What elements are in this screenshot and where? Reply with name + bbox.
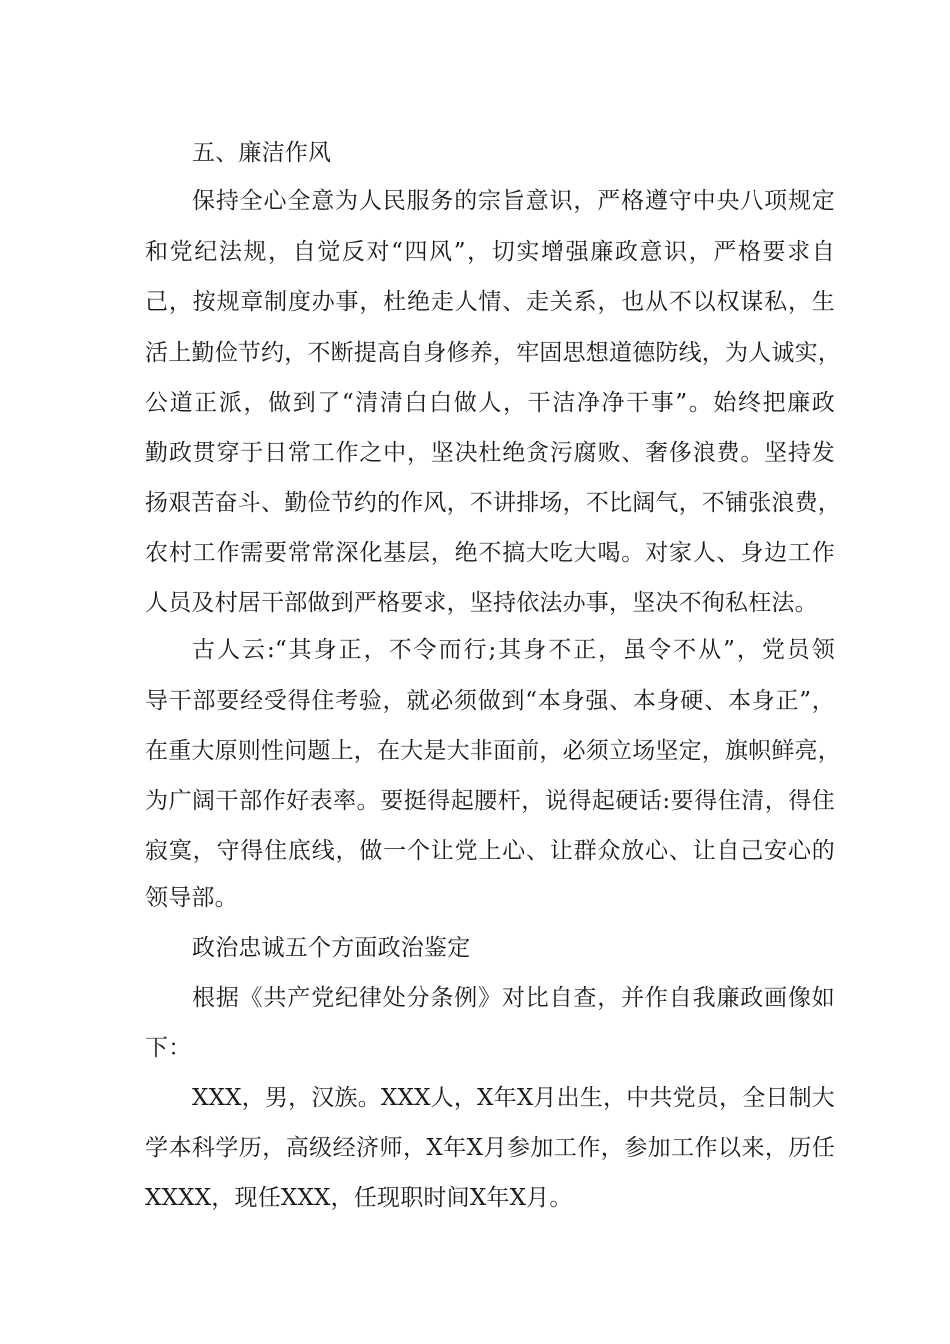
paragraph-line: 和党纪法规，自觉反对“四风”，切实增强廉政意识，严格要求自 bbox=[145, 239, 835, 265]
paragraph-line: 在重大原则性问题上，在大是大非面前，必须立场坚定，旗帜鲜亮， bbox=[145, 738, 841, 764]
paragraph-line: 公道正派，做到了“清清白白做人，干洁净净干事”。始终把廉政 bbox=[145, 390, 835, 416]
paragraph-line: 导干部要经受得住考验，就必须做到“本身强、本身硬、本身正”， bbox=[145, 688, 835, 714]
paragraph-line: 活上勤俭节约，不断提高自身修养，牢固思想道德防线，为人诚实， bbox=[145, 340, 841, 366]
paragraph-line: 为广阔干部作好表率。要挺得起腰杆，说得起硬话:要得住清，得住 bbox=[145, 788, 835, 814]
paragraph-line: 学本科学历，高级经济师，X年X月参加工作，参加工作以来，历任 bbox=[145, 1135, 835, 1161]
section-heading-political: 政治忠诚五个方面政治鉴定 bbox=[192, 935, 471, 961]
paragraph-line: 保持全心全意为人民服务的宗旨意识，严格遵守中央八项规定 bbox=[192, 188, 835, 214]
paragraph-line: 下： bbox=[145, 1035, 192, 1061]
paragraph-line: 领导部。 bbox=[145, 885, 238, 911]
paragraph-line: 古人云:“其身正，不令而行;其身不正，虽令不从”，党员领 bbox=[192, 637, 835, 663]
paragraph-line: 寂寞，守得住底线，做一个让党上心、让群众放心、让自己安心的 bbox=[145, 838, 835, 864]
paragraph-line: 根据《共产党纪律处分条例》对比自查，并作自我廉政画像如 bbox=[192, 985, 835, 1011]
paragraph-line: 人员及村居干部做到严格要求，坚持依法办事，坚决不徇私枉法。 bbox=[145, 590, 818, 616]
paragraph-line: XXXX，现任XXX，任现职时间X年X月。 bbox=[145, 1185, 573, 1211]
section-heading-integrity: 五、廉洁作风 bbox=[192, 140, 332, 166]
paragraph-line: 农村工作需要常常深化基层，绝不搞大吃大喝。对家人、身边工作 bbox=[145, 540, 835, 566]
paragraph-line: 扬艰苦奋斗、勤俭节约的作风，不讲排场，不比阔气，不铺张浪费， bbox=[145, 490, 841, 516]
paragraph-line: 勤政贯穿于日常工作之中，坚决杜绝贪污腐败、奢侈浪费。坚持发 bbox=[145, 440, 835, 466]
paragraph-line: 己，按规章制度办事，杜绝走人情、走关系，也从不以权谋私，生 bbox=[145, 289, 835, 315]
paragraph-line: XXX，男，汉族。XXX人，X年X月出生，中共党员，全日制大 bbox=[192, 1085, 835, 1111]
